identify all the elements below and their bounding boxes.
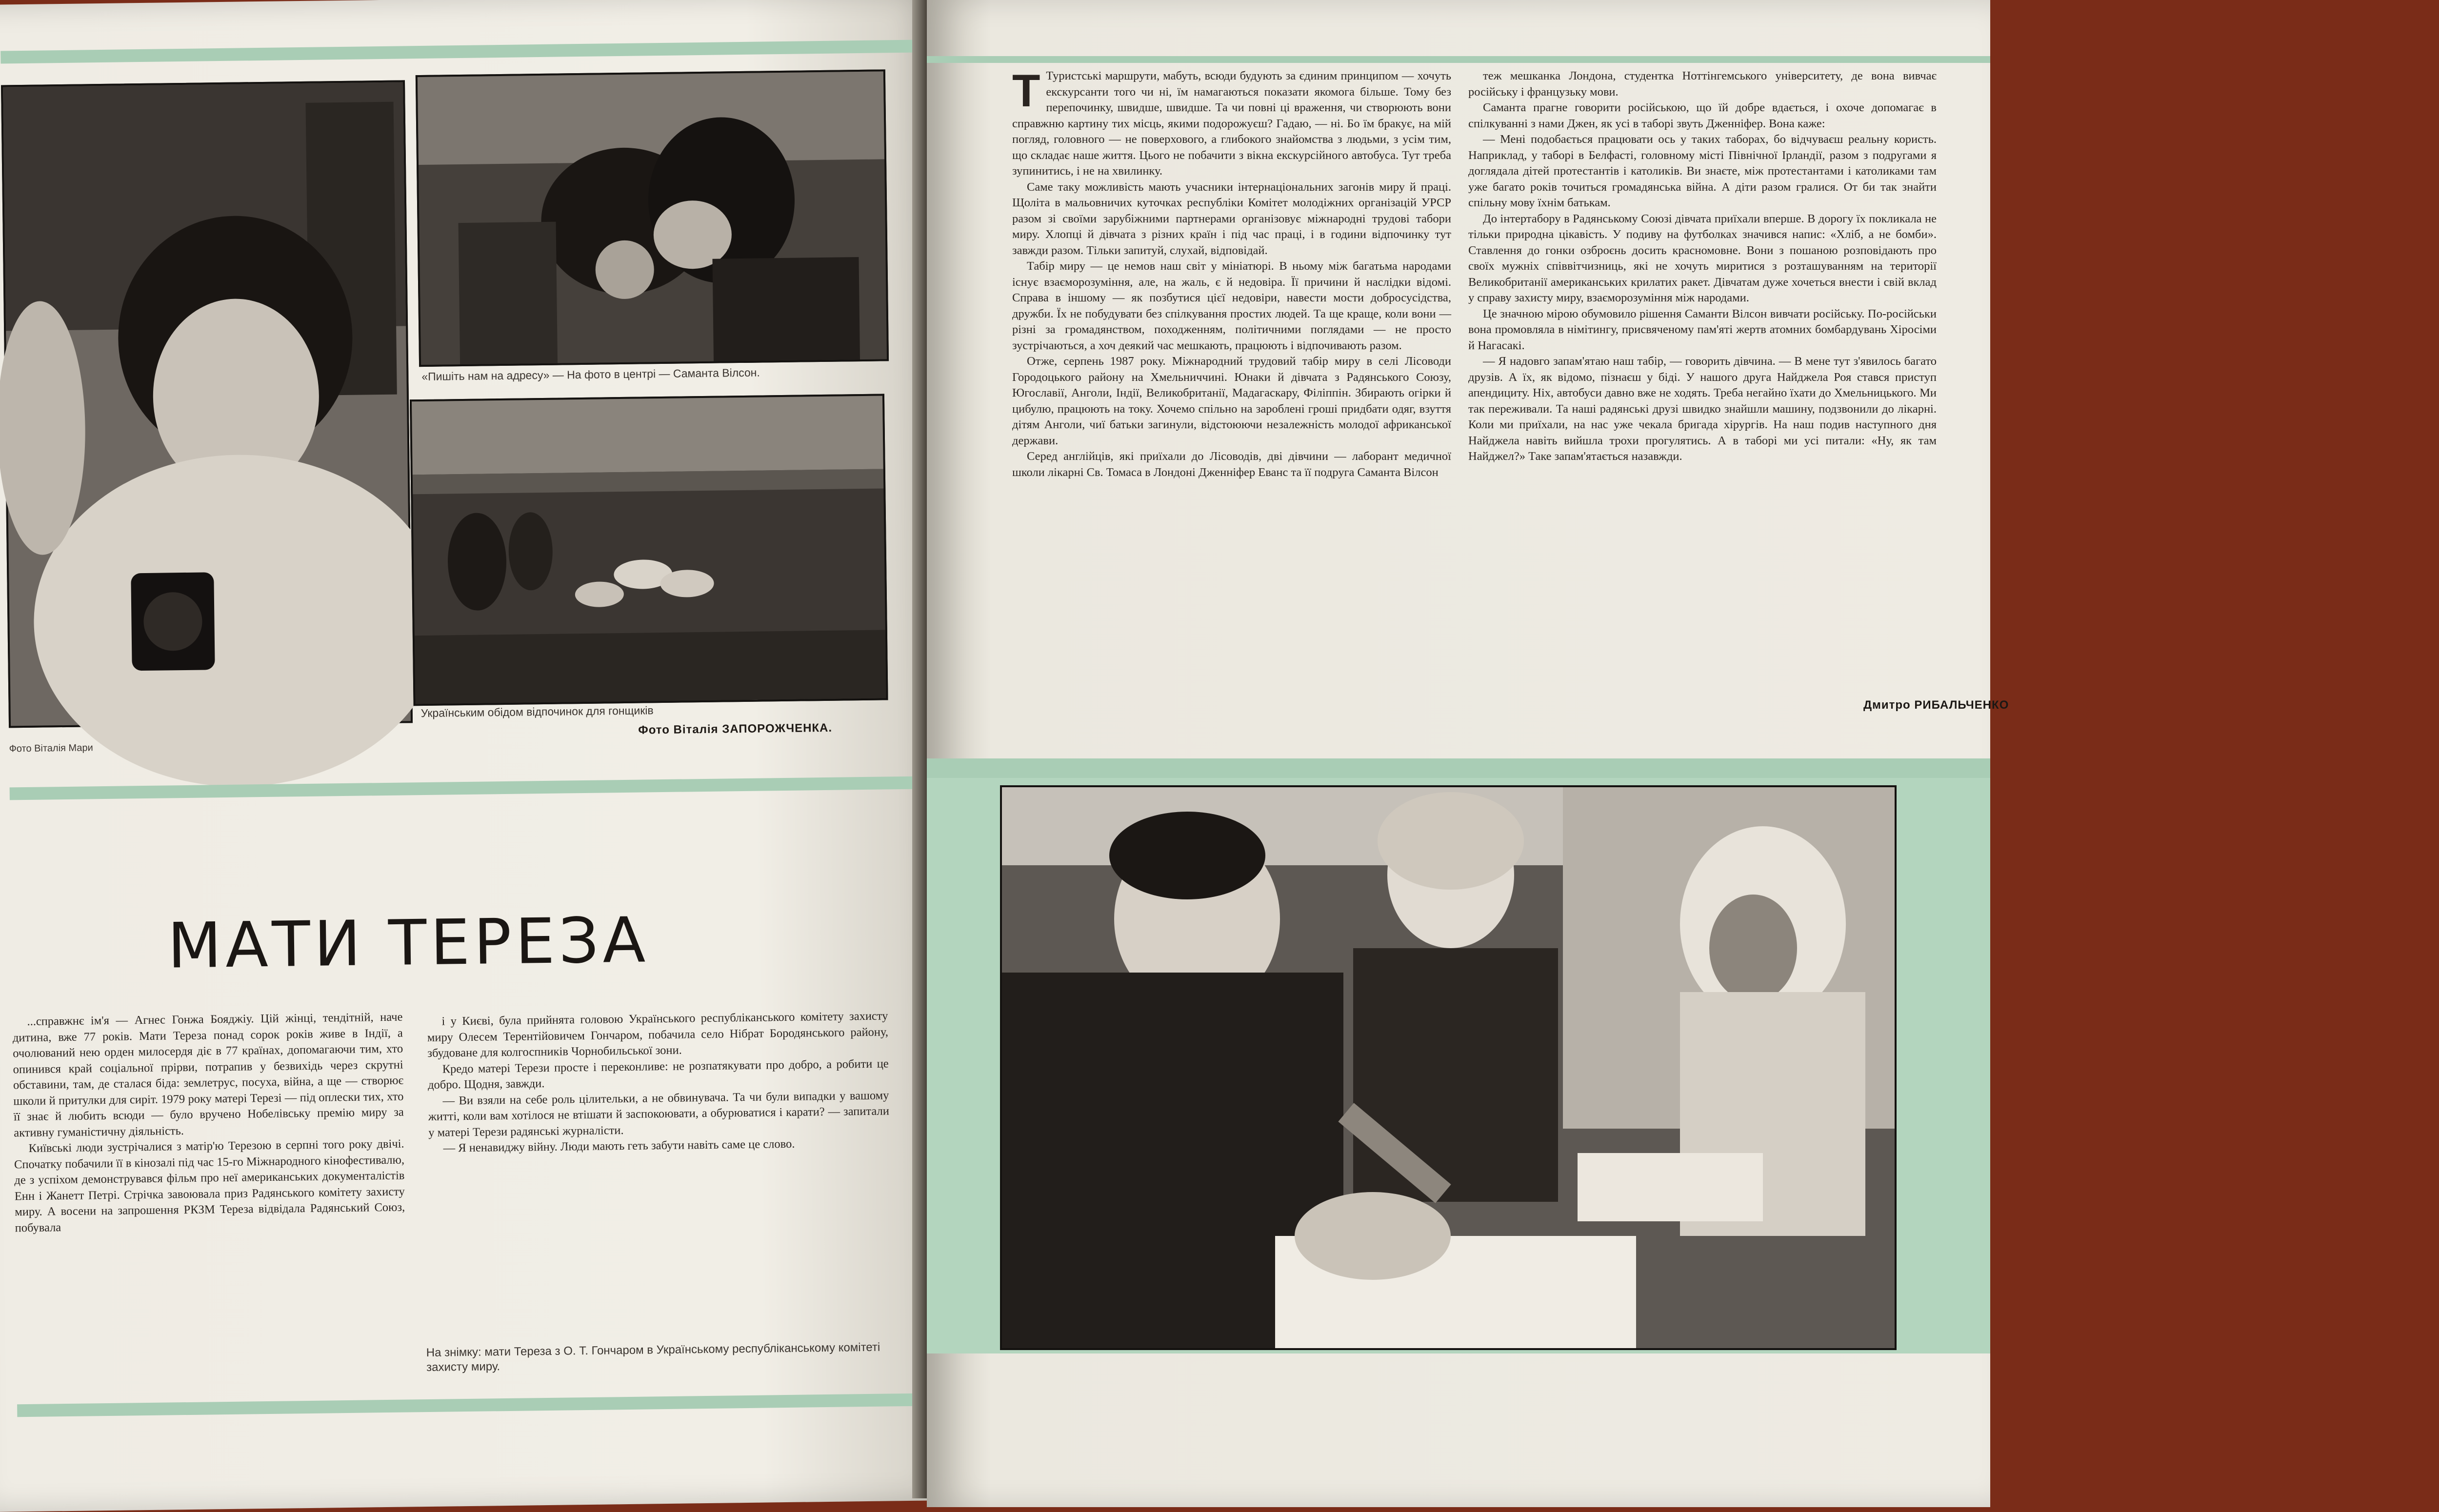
article-paragraph: — Я ненавиджу війну. Люди мають геть забути навіть саме це слово. [443,1137,795,1155]
photo-credit-left: Фото Віталія ЗАПОРОЖЧЕНКА. [638,721,833,737]
article-paragraph: Табір миру — це немов наш світ у мініатюрі. В ньому між багатьма народами існує взаєморозуміння, але, на жаль, є й недовіра. Її причини й наслідки відомі. Справа в іншому — як позбутися цієї недовіри, навести мости добросусідства, дружби. Їх не побудувати без спілкування простих людей. Та ще краще, коли вони — різні за громадянством, походженням, політичними поглядами — не просто зустрічаються, а хоч деякий час мешкають, працюють і відпочивають разом. [1012,259,1451,352]
article-paragraph: Серед англійців, які приїхали до Лісоводів, дві дівчини — лаборант медичної школи лікарні Св. Томаса в Лондоні Дженніфер Еванс та її подруга Саманта Вілсон [1012,450,1451,479]
top-green-band-right [927,56,1990,63]
article-paragraph: Отже, серпень 1987 року. Міжнародний трудовий табір миру в селі Лісоводи Городоцького району на Хмельниччині. Юнаки й дівчата з Радянського Союзу, Югославії, Анголи, Індії, Великобританії, Мадагаскару, Філіппін. Збирають огірки й цибулю, працюють на току. Хочемо спільно на зароблені гроші придбати одяг, взуття дітям Анголи, чиї батьки загинули, відстоюючи незалежність молодої африканської держави. [1012,355,1451,447]
left-magazine-page [0,0,955,1512]
bottom-green-band [17,1393,954,1417]
article-paragraph: До інтертабору в Радянському Союзі дівчата приїхали вперше. В дорогу їх покликала не тільки природна цікавість. У подиву на футболках значився напис: «Хліб, а не бомби». Ставлення до гонки озброєнь досить красномовне. Вони з пошаною розповідають про своїх мужніх співвітчизниць, які не хочуть миритися з розташуванням на території Великобританії американських крилатих ракет. Дівчатам дуже хочеться внести і свій вклад у справу захисту миру, взаєморозуміння між народами. [1468,212,1937,304]
article-column-2 [427,1008,890,1156]
photo-caption-top-right: «Пишіть нам на адресу» — На фото в центрі — Саманта Вілсон. [421,366,760,383]
article-paragraph: теж мешканка Лондона, студентка Ноттінгемського університету, де вона вивчає російську і французьку мови. [1468,69,1937,99]
photo-caption-left: Фото Віталія Мари [9,742,93,755]
article-paragraph: Туристські маршрути, мабуть, всюди будують за єдиним принципом — хочуть екскурсанти того чи ні, їм намагаються показати якомога більше. Тому без перепочинку, швидше, швидше. Та чи повні ці враження, чи створюють вони справжню картину тих місць, якими подорожуєш? Гадаю, — ні. Бо їм бракує, на мій погляд, головного — не поверхового, а глибокого знайомства з людьми, з усім тим, що складає наше життя. Цього не побачити з вікна екскурсійного автобуса. Тут треба зупинитись, і не на хвилинку. [1012,69,1451,178]
drop-cap: Т [1012,65,1040,116]
article-headline: МАТИ ТЕРЕЗА [167,904,650,983]
article-paragraph: — Я надовго запам'ятаю наш табір, — говорить дівчина. — В мене тут з'явилось багато друзів. А їх, як відомо, пізнаєш у біді. У нашого друга Найджела Роя стався приступ апендициту. Ніх, автобуси давно вже не ходять. Треба негайно їхати до Хмельницького. Ми так переживали. Та наші радянські друзі швидко знайшли машину, подзвонили до лікарні. Коли ми приїхали, на нас уже чекала бригада хірургів. На наш подив наступного дня Найджела навіть вийшла трохи прогулятись. А в таборі ми усі питали: «Ну, як там Найджел?» Таке запам'ятається назавжди. [1468,355,1937,463]
photo-caption-bottom-right: Українським обідом відпочинок для гонщиків [420,704,654,720]
author-signature: Дмитро РИБАЛЬЧЕНКО [1863,698,2009,712]
right-column-2 [1468,68,1937,465]
article-paragraph: і у Києві, була прийнята головою Українського республіканського комітету захисту миру Олесем Терентійовичем Гончаром, побачила село Нібрат Бородянського району, збудоване для колгоспників Чорнобильської зони. [427,1009,889,1060]
photo-mother-teresa-meeting [1000,785,1897,1350]
article-paragraph: Саме таку можливість мають учасники інтернаціональних загонів миру й праці. Щоліта в мальовничих куточках республіки Комітет молодіжних організацій УРСР разом зі своїми зарубіжними партнерами організовує міжнародні трудові табори миру. Хлопці й дівчата з різних країн і під час праці, і в години відпочинку тут завжди разом. Тільки запитуй, слухай, відповідай. [1012,180,1451,257]
middle-green-band-right [927,758,1990,778]
article-paragraph: — Ви взяли на себе роль цілительки, а не обвинувача. Та чи були випадки у вашому житті, коли вам хотілося не втішати й заспокоювати, а обурюватися і карати? — запитали у матері Терези радянські журналісти. [428,1088,890,1139]
photo-canteen [410,394,888,706]
article-paragraph: Саманта прагне говорити російською, що їй добре вдається, і охоче допомагає в спілкуванні з нами Джен, як усі в таборі звуть Дженніфер. Вона каже: [1468,101,1937,130]
right-column-1 [1012,65,1451,480]
photo-group-embracing [416,69,889,367]
article-column-1 [12,1010,405,1236]
article-paragraph: Це значною мірою обумовило рішення Саманти Вілсон вивчати російську. По-російськи вона промовляла в німітингу, присвяченому пам'яті жертв атомних бомбардувань Хіросіми й Нагасакі. [1468,307,1937,352]
right-magazine-page [927,0,2009,1507]
article-paragraph: ...справжнє ім'я — Агнес Гонжа Бояджіу. Цій жінці, тендітній, наче дитина, вже 77 років. Мати Тереза понад сорок років живе в Індії, а очолюваний нею орден милосердя діє в 77 країнах, допомагаючи тим, хто опинився край соціальної прірви, потрапив у безвихідь через скрутні обставини, там, де сталася біда: землетрус, посуха, війна, а ще — створює школи й притулки для сиріт. 1979 року матері Терезі — під оплески тих, хто її знає й любить всюди — було вручено Нобелівську премію миру за активну гуманістичну діяльність. [12,1010,404,1139]
middle-green-band [10,776,946,800]
article-photo-caption: На знімку: мати Тереза з О. Т. Гончаром в Українському республіканському комітеті захисту миру. [426,1340,880,1374]
article-paragraph: Кредо матері Терези просте і переконливе: не розпатякувати про добро, а робити це добро. Щодня, завжди. [427,1056,889,1092]
photo-woman-with-camera [1,80,413,728]
top-green-band [0,40,937,63]
article-paragraph-lead [1012,65,1451,179]
article-paragraph: — Мені подобається працювати ось у таких таборах, бо відчуваєш реальну користь. Наприклад, у таборі в Белфасті, головному місті Північної Ірландії, разом з подругами я доглядала дітей протестантів і католиків. Ви знаєте, між протестантами і католиками там уже багато років точиться громадянська війна. А діти разом гралися. От би так знайти спільну мову їхнім батькам. [1468,133,1937,209]
article-paragraph: Київські люди зустрічалися з матір'ю Терезою в серпні того року двічі. Спочатку побачили її в кінозалі під час 15-го Міжнародного кінофестивалю, де з успіхом демонструвався фільм про неї американських документалістів Енн і Жанетт Петрі. Стрічка завоювала приз Радянського комітету захисту миру. А восени на запрошення РКЗМ Тереза відвідала Радянський Союз, побувала [14,1137,405,1234]
